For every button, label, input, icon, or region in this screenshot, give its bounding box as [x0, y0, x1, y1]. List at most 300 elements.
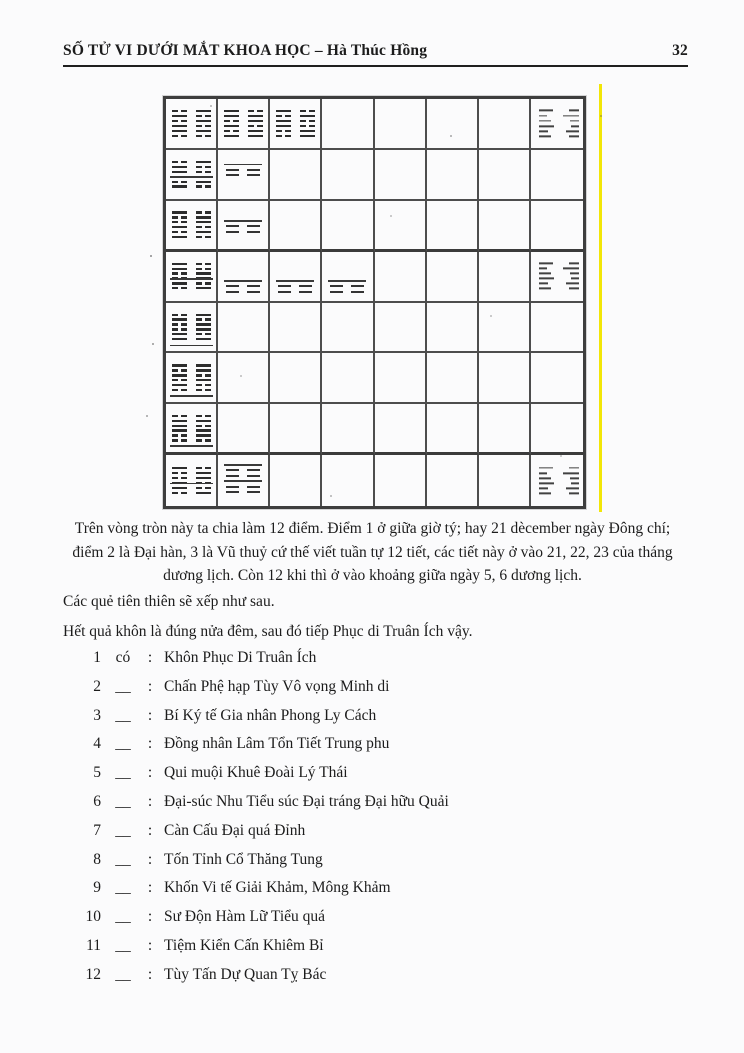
solid-line: [196, 328, 211, 330]
bar: [181, 369, 187, 371]
bar: [181, 221, 187, 223]
grid-cell: [218, 353, 270, 404]
solid-line: [172, 115, 187, 117]
solid-line: [196, 161, 211, 163]
item-text: Sư Độn Hàm Lữ Tiểu quá: [164, 908, 326, 926]
solid-line: [276, 120, 291, 122]
bar: [205, 318, 211, 320]
grid-cell: [218, 150, 270, 201]
hexagram-glyph: [172, 161, 187, 188]
bar: [248, 110, 254, 112]
broken-line: [226, 491, 260, 493]
bar: [196, 282, 202, 284]
bar: [205, 389, 211, 391]
solid-line: [196, 477, 211, 479]
bar: [181, 434, 187, 436]
broken-line: [224, 120, 239, 122]
bar: [226, 225, 239, 227]
bar: [172, 492, 178, 494]
solid-line: [172, 236, 187, 238]
bar: [563, 472, 579, 474]
intro-line-2: Hết quả khôn là đúng nửa đêm, sau đó tiếp Phục di Truân Ích vậy.: [63, 623, 473, 640]
bar: [539, 278, 554, 280]
hexagram-glyph: [172, 263, 187, 290]
wide-line: [224, 164, 262, 166]
grid-cell: [322, 303, 374, 354]
bar: [257, 110, 263, 112]
bar: [196, 374, 202, 376]
bar: [276, 115, 282, 117]
broken-line: [226, 475, 260, 477]
dense-text-block: [539, 262, 579, 289]
broken-line: [172, 328, 187, 330]
hexagram-pair: [270, 99, 320, 148]
solid-line: [196, 420, 211, 422]
solid-line: [300, 115, 315, 117]
partial-hexagram-block: [224, 464, 262, 496]
grid-cell: [166, 99, 218, 150]
grid-cell: [375, 252, 427, 303]
item-marker: __: [115, 706, 131, 724]
hexagram-grid: [166, 99, 583, 506]
broken-line: [172, 492, 187, 494]
broken-line: [172, 323, 187, 325]
item-colon: :: [147, 850, 153, 868]
hexagram-glyph: [196, 110, 211, 137]
item-colon: :: [147, 706, 153, 724]
broken-line: [172, 369, 187, 371]
grid-cell: [322, 99, 374, 150]
scan-line: [170, 345, 213, 347]
solid-line: [172, 171, 187, 173]
solid-line: [224, 135, 239, 137]
bar: [181, 181, 187, 183]
bar: [181, 135, 187, 137]
broken-line: [226, 486, 260, 488]
bar: [172, 323, 178, 325]
bar: [196, 115, 202, 117]
header-divider: [63, 65, 688, 67]
item-colon: :: [147, 735, 153, 753]
bar: [539, 482, 554, 484]
partial-hexagram-block: [224, 220, 262, 236]
grid-cell: [479, 150, 531, 201]
bar: [181, 231, 187, 233]
item-text: Đại-súc Nhu Tiểu súc Đại tráng Đại hữu Quải: [164, 792, 449, 810]
bar: [181, 314, 187, 316]
solid-line: [196, 120, 211, 122]
bar: [172, 477, 178, 479]
bar: [181, 272, 187, 274]
hexagram-glyph: [196, 263, 211, 290]
item-number: 11: [86, 936, 101, 954]
broken-line: [196, 384, 211, 386]
grid-cell: [479, 99, 531, 150]
broken-line: [278, 285, 312, 287]
text-line: [539, 125, 579, 127]
bar: [205, 384, 211, 386]
bar: [205, 135, 211, 137]
bar: [351, 291, 364, 293]
bar: [205, 115, 211, 117]
bar: [172, 221, 178, 223]
item-number: 6: [93, 792, 101, 810]
bar: [233, 120, 239, 122]
scan-line: [170, 483, 213, 485]
list-item: [85, 822, 449, 842]
bar: [172, 314, 178, 316]
solid-line: [196, 130, 211, 132]
item-marker: __: [115, 879, 131, 897]
text-line: [539, 130, 579, 132]
bar: [172, 434, 178, 436]
bar: [172, 389, 178, 391]
broken-line: [330, 291, 364, 293]
solid-line: [196, 181, 211, 183]
bar: [181, 110, 187, 112]
grid-cell: [375, 303, 427, 354]
bar: [351, 285, 364, 287]
grid-cell: [166, 303, 218, 354]
wide-line: [276, 280, 314, 282]
solid-line: [196, 369, 211, 371]
hexagram-glyph: [172, 211, 187, 238]
solid-line: [172, 425, 187, 427]
broken-line: [196, 185, 211, 187]
figure-caption: Trên vòng tròn này ta chia làm 12 điểm. Điểm 1 ở giữa giờ tý; hay 21 dècember ngày Đông chí; điểm 2 là Đại hàn, 3 là Vũ thuỷ cứ thế viết tuần tự 12 tiết, các tiết này ở vào 21, 22, 23 của tháng dương lịch. Còn 12 khi thì ở vào khoảng giữa ngày 5, 6 dương lịch.: [72, 520, 673, 584]
item-marker: __: [115, 677, 131, 695]
broken-line: [224, 130, 239, 132]
bar: [172, 216, 178, 218]
broken-line: [172, 216, 187, 218]
solid-line: [248, 130, 263, 132]
bar: [196, 318, 202, 320]
grid-cell: [531, 252, 583, 303]
item-number: 2: [93, 677, 101, 695]
broken-line: [196, 171, 211, 173]
solid-line: [300, 130, 315, 132]
grid-cell: [270, 303, 322, 354]
solid-line: [196, 216, 211, 218]
solid-line: [172, 185, 187, 187]
list-item: [85, 707, 449, 727]
bar: [247, 491, 260, 493]
grid-cell: [531, 303, 583, 354]
grid-cell: [270, 150, 322, 201]
bar: [539, 135, 551, 137]
grid-cell: [427, 252, 479, 303]
solid-line: [172, 420, 187, 422]
solid-line: [172, 333, 187, 335]
solid-line: [172, 364, 187, 366]
grid-cell: [218, 303, 270, 354]
hexagram-grid-image: [163, 96, 586, 509]
grid-cell: [166, 353, 218, 404]
bar: [566, 487, 579, 489]
bar: [196, 389, 202, 391]
bar: [205, 171, 211, 173]
partial-hexagram-block: [224, 164, 262, 180]
bar: [226, 174, 239, 176]
solid-line: [196, 364, 211, 366]
list-item: [85, 649, 449, 669]
bar: [539, 472, 547, 474]
hexagram-glyph: [172, 314, 187, 341]
item-text: Bí Ký tế Gia nhân Phong Ly Cách: [164, 706, 377, 724]
bar: [196, 384, 202, 386]
solid-line: [172, 211, 187, 213]
broken-line: [226, 169, 260, 171]
broken-line: [226, 225, 260, 227]
bar: [172, 287, 178, 289]
item-marker: __: [115, 936, 131, 954]
text-line: [539, 273, 579, 275]
list-item: [85, 764, 449, 784]
item-marker: __: [115, 850, 131, 868]
bar: [226, 486, 239, 488]
solid-line: [196, 338, 211, 340]
grid-cell: [375, 455, 427, 506]
grid-cell: [531, 150, 583, 201]
bar: [276, 130, 282, 132]
broken-line: [196, 226, 211, 228]
bar: [539, 467, 553, 469]
grid-cell: [218, 404, 270, 455]
hexagram-glyph: [196, 314, 211, 341]
grid-cell: [218, 252, 270, 303]
broken-line: [172, 379, 187, 381]
item-marker: __: [115, 764, 131, 782]
bar: [172, 379, 178, 381]
bar: [196, 125, 202, 127]
bar: [300, 120, 306, 122]
hexagram-pair: [218, 99, 268, 148]
broken-line: [196, 268, 211, 270]
bar: [569, 492, 579, 494]
wide-line: [224, 280, 262, 282]
text-line: [539, 472, 579, 474]
grid-cell: [479, 353, 531, 404]
bar: [196, 333, 202, 335]
broken-line: [196, 263, 211, 265]
broken-line: [300, 120, 315, 122]
hexagram-glyph: [196, 161, 211, 188]
broken-line: [196, 115, 211, 117]
grid-cell: [427, 201, 479, 252]
hexagram-glyph: [196, 364, 211, 391]
bar: [205, 425, 211, 427]
grid-cell: [375, 150, 427, 201]
wide-line: [224, 220, 262, 222]
wide-line: [328, 280, 366, 282]
broken-line: [196, 166, 211, 168]
broken-line: [172, 439, 187, 441]
grid-cell: [322, 201, 374, 252]
broken-line: [172, 120, 187, 122]
solid-line: [196, 221, 211, 223]
bar: [181, 477, 187, 479]
solid-line: [172, 467, 187, 469]
bar: [569, 110, 579, 112]
solid-line: [172, 166, 187, 168]
grid-cell: [375, 353, 427, 404]
bar: [196, 135, 202, 137]
broken-line: [248, 110, 263, 112]
solid-line: [196, 472, 211, 474]
bar: [570, 477, 579, 479]
yellow-highlight-line: [599, 84, 602, 512]
bar: [226, 169, 239, 171]
solid-line: [196, 492, 211, 494]
bar: [205, 263, 211, 265]
hexagram-glyph: [172, 467, 187, 494]
broken-line: [172, 477, 187, 479]
grid-cell: [427, 404, 479, 455]
dense-text-block: [539, 110, 579, 137]
grid-cell: [479, 455, 531, 506]
broken-line: [196, 282, 211, 284]
solid-line: [172, 130, 187, 132]
bar: [205, 211, 211, 213]
bar: [172, 231, 178, 233]
bar: [226, 285, 239, 287]
hexagram-glyph: [172, 110, 187, 137]
broken-line: [226, 469, 260, 471]
broken-line: [172, 161, 187, 163]
text-line: [539, 288, 579, 290]
item-number: 7: [93, 821, 101, 839]
solid-line: [224, 115, 239, 117]
solid-line: [196, 231, 211, 233]
hexagram-pair: [166, 252, 216, 301]
bar: [563, 268, 579, 270]
bar: [196, 236, 202, 238]
grid-cell: [270, 404, 322, 455]
broken-line: [196, 425, 211, 427]
bar: [196, 268, 202, 270]
bar: [539, 492, 551, 494]
bar: [172, 369, 178, 371]
list-item: [85, 735, 449, 755]
broken-line: [172, 110, 187, 112]
solid-line: [276, 125, 291, 127]
item-number: 10: [85, 908, 101, 926]
grid-cell: [218, 99, 270, 150]
solid-line: [172, 487, 187, 489]
solid-line: [172, 374, 187, 376]
grid-cell: [218, 455, 270, 506]
text-line: [539, 120, 579, 122]
solid-line: [172, 429, 187, 431]
bar: [196, 226, 202, 228]
broken-line: [172, 221, 187, 223]
broken-line: [172, 389, 187, 391]
bar: [181, 120, 187, 122]
broken-line: [300, 110, 315, 112]
broken-line: [196, 439, 211, 441]
bar: [205, 487, 211, 489]
grid-cell: [270, 201, 322, 252]
text-line: [539, 283, 579, 285]
bar: [309, 125, 315, 127]
bar: [539, 487, 548, 489]
solid-line: [248, 120, 263, 122]
bar: [196, 415, 202, 417]
bar: [285, 115, 291, 117]
bar: [224, 120, 230, 122]
bar: [205, 374, 211, 376]
bar: [563, 115, 579, 117]
bar: [539, 120, 551, 122]
bar: [276, 135, 282, 137]
item-marker: __: [115, 965, 131, 983]
bar: [248, 125, 254, 127]
bar: [226, 475, 239, 477]
hexagram-glyph: [172, 415, 187, 442]
solid-line: [172, 226, 187, 228]
grid-cell: [218, 201, 270, 252]
bar: [257, 125, 263, 127]
text-line: [539, 262, 579, 264]
grid-cell: [166, 404, 218, 455]
broken-line: [196, 125, 211, 127]
bar: [205, 282, 211, 284]
grid-cell: [427, 150, 479, 201]
scan-noise: [150, 255, 152, 257]
item-number: 8: [93, 850, 101, 868]
bar: [299, 291, 312, 293]
item-marker: __: [115, 735, 131, 753]
item-colon: :: [147, 821, 153, 839]
item-text: Tùy Tấn Dự Quan Tỵ Bác: [164, 965, 327, 983]
bar: [247, 291, 260, 293]
bar: [539, 115, 547, 117]
item-text: Chấn Phệ hạp Tùy Vô vọng Minh di: [164, 677, 390, 695]
partial-hexagram-block: [224, 280, 262, 296]
bar: [330, 285, 343, 287]
hexagram-glyph: [196, 415, 211, 442]
bar: [172, 135, 178, 137]
hexagram-pair: [166, 150, 216, 199]
grid-cell: [375, 404, 427, 455]
bar: [224, 130, 230, 132]
solid-line: [248, 135, 263, 137]
bar: [226, 491, 239, 493]
item-colon: :: [147, 649, 153, 666]
broken-line: [172, 472, 187, 474]
bar: [309, 110, 315, 112]
item-text: Tốn Tỉnh Cổ Thăng Tung: [164, 850, 323, 868]
bar: [226, 231, 239, 233]
bar: [205, 467, 211, 469]
bar: [196, 166, 202, 168]
grid-cell: [375, 201, 427, 252]
grid-cell: [270, 99, 322, 150]
hexagram-sequence-list: [85, 649, 449, 995]
bar: [247, 174, 260, 176]
broken-line: [226, 291, 260, 293]
hexagram-pair: [166, 201, 216, 249]
grid-cell: [166, 150, 218, 201]
grid-cell: [531, 455, 583, 506]
bar: [181, 328, 187, 330]
list-item: [85, 937, 449, 957]
bar: [569, 262, 579, 264]
bar: [181, 415, 187, 417]
bar: [285, 130, 291, 132]
grid-cell: [427, 455, 479, 506]
hexagram-pair: [166, 99, 216, 148]
